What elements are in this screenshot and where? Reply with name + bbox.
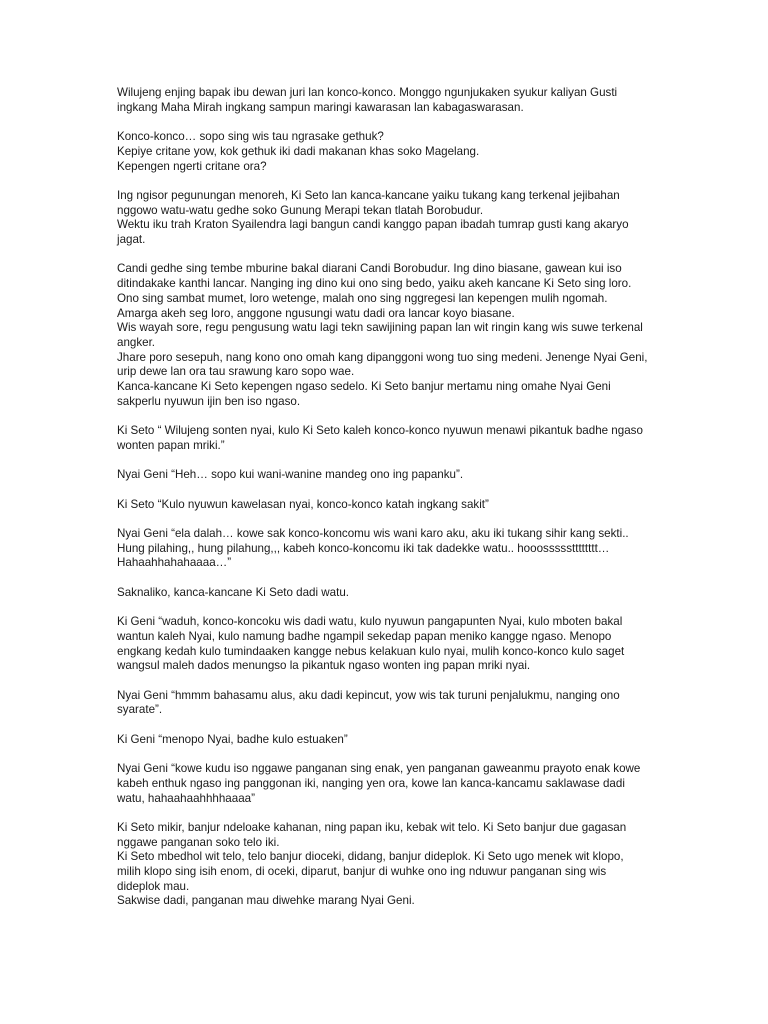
paragraph [117, 498, 648, 513]
paragraph [117, 424, 648, 453]
text-line: Ono sing sambat mumet, loro wetenge, malah ono sing nggregesi lan kepengen mulih ngomah. [117, 291, 608, 305]
paragraph [117, 86, 648, 115]
paragraph [117, 527, 648, 571]
text-line: milih klopo sing isih enom, di oceki, diparut, banjur di wuhke ono ing nduwur panganan sing wis [117, 865, 607, 879]
text-line: ingkang Maha Mirah ingkang sampun maringi kawarasan lan kabagaswarasan. [117, 100, 524, 114]
paragraph [117, 189, 648, 248]
text-line: Wilujeng enjing bapak ibu dewan juri lan konco-konco. Monggo ngunjukaken syukur kaliyan Gusti [117, 86, 618, 99]
paragraph [117, 762, 648, 806]
text-line: wantun kaleh Nyai, kulo namung badhe ngampil sekedap papan meniko kangge ngaso. Menopo [117, 629, 612, 643]
text-line: Hung pilahing,, hung pilahung,,, kabeh konco-koncomu iki tak dadekke watu.. hooossssstttttttt… [117, 541, 610, 555]
text-line: Ing ngisor pegunungan menoreh, Ki Seto lan kanca-kancane yaiku tukang kang terkenal jejibahan [117, 188, 620, 202]
text-line: nggowo watu-watu gedhe soko Gunung Merapi tekan tlatah Borobudur. [117, 203, 484, 217]
text-line: watu, hahaahaahhhhaaaa” [117, 791, 255, 805]
text-line: Jhare poro sesepuh, nang kono ono omah kang dipanggoni wong tuo sing medeni. Jenenge Nyai Geni, [117, 350, 648, 364]
text-line: Wektu iku trah Kraton Syailendra lagi bangun candi kanggo papan ibadah tumrap gusti kang akaryo [117, 218, 629, 232]
text-line: Ki Geni “menopo Nyai, badhe kulo estuaken” [117, 732, 348, 746]
paragraph [117, 615, 648, 674]
text-line: Kepiye critane yow, kok gethuk iki dadi makanan khas soko Magelang. [117, 144, 480, 158]
text-line: jagat. [117, 233, 146, 246]
text-line: wangsul maleh dados menungso la pikantuk ngaso wonten ing papan mriki nyai. [117, 659, 531, 673]
text-line: syarate”. [117, 703, 163, 717]
text-line: Sakwise dadi, panganan mau diwehke marang Nyai Geni. [117, 894, 415, 908]
text-line: Ki Seto “Kulo nyuwun kawelasan nyai, konco-konco katah ingkang sakit” [117, 497, 489, 511]
text-line: Kanca-kancane Ki Seto kepengen ngaso sedelo. Ki Seto banjur mertamu ning omahe Nyai Geni [117, 380, 611, 394]
text-line: Wis wayah sore, regu pengusung watu lagi tekn sawijining papan lan wit ringin kang wis suwe terkenal [117, 321, 643, 335]
paragraph [117, 689, 648, 718]
text-line: ditindakake kanthi lancar. Nanging ing dino kui ono sing bedo, yaiku akeh kancane Ki Seto sing loro. [117, 277, 632, 291]
paragraph [117, 262, 648, 409]
paragraph [117, 468, 648, 483]
paragraph [117, 733, 648, 748]
text-line: engkang kedah kulo tumindaaken kangge nebus kelakuan kulo nyai, mulih konco-konco kulo saget [117, 644, 625, 658]
text-line: dideplok mau. [117, 879, 190, 893]
document-body [117, 86, 648, 909]
text-line: angker. [117, 335, 156, 349]
text-line: Ki Seto “ Wilujeng sonten nyai, kulo Ki Seto kaleh konco-konco nyuwun menawi pikantuk badhe ngaso [117, 424, 643, 438]
text-line: Kepengen ngerti critane ora? [117, 159, 267, 173]
text-line: sakperlu nyuwun ijin ben iso ngaso. [117, 394, 301, 408]
text-line: Candi gedhe sing tembe mburine bakal diarani Candi Borobudur. Ing dino biasane, gawean kui iso [117, 262, 622, 276]
text-line: Nyai Geni “hmmm bahasamu alus, aku dadi kepincut, yow wis tak turuni penjalukmu, nanging ono [117, 688, 620, 702]
text-line: urip dewe lan ora tau srawung karo sopo wae. [117, 365, 355, 379]
text-line: Ki Seto mikir, banjur ndeloake kahanan, ning papan iku, kebak wit telo. Ki Seto banjur due gagasan [117, 820, 627, 834]
text-line: Hahaahhahahaaaa…” [117, 556, 232, 570]
text-line: Amarga akeh seg loro, anggone ngusungi watu dadi ora lancar koyo biasane. [117, 306, 515, 320]
text-line: Nyai Geni “kowe kudu iso nggawe panganan sing enak, yen panganan gaweanmu prayoto enak kowe [117, 762, 641, 776]
text-line: Ki Geni “waduh, konco-koncoku wis dadi watu, kulo nyuwun pangapunten Nyai, kulo mboten bakal [117, 615, 623, 629]
paragraph [117, 586, 648, 601]
text-line: Saknaliko, kanca-kancane Ki Seto dadi watu. [117, 585, 350, 599]
paragraph [117, 821, 648, 909]
text-line: Nyai Geni “ela dalah… kowe sak konco-koncomu wis wani karo aku, aku iki tukang sihir kang sekti.. [117, 526, 629, 540]
text-line: nggawe panganan soko telo iki. [117, 835, 280, 849]
text-line: Konco-konco… sopo sing wis tau ngrasake gethuk? [117, 130, 384, 144]
paragraph [117, 130, 648, 174]
text-line: kabeh enthuk ngaso ing panggonan iki, nanging yen ora, kowe lan kanca-kancamu saklawase dadi [117, 776, 625, 790]
text-line: wonten papan mriki.” [117, 438, 225, 452]
text-line: Nyai Geni “Heh… sopo kui wani-wanine mandeg ono ing papanku”. [117, 468, 464, 482]
text-line: Ki Seto mbedhol wit telo, telo banjur dioceki, didang, banjur dideplok. Ki Seto ugo menek wit klopo, [117, 850, 624, 864]
